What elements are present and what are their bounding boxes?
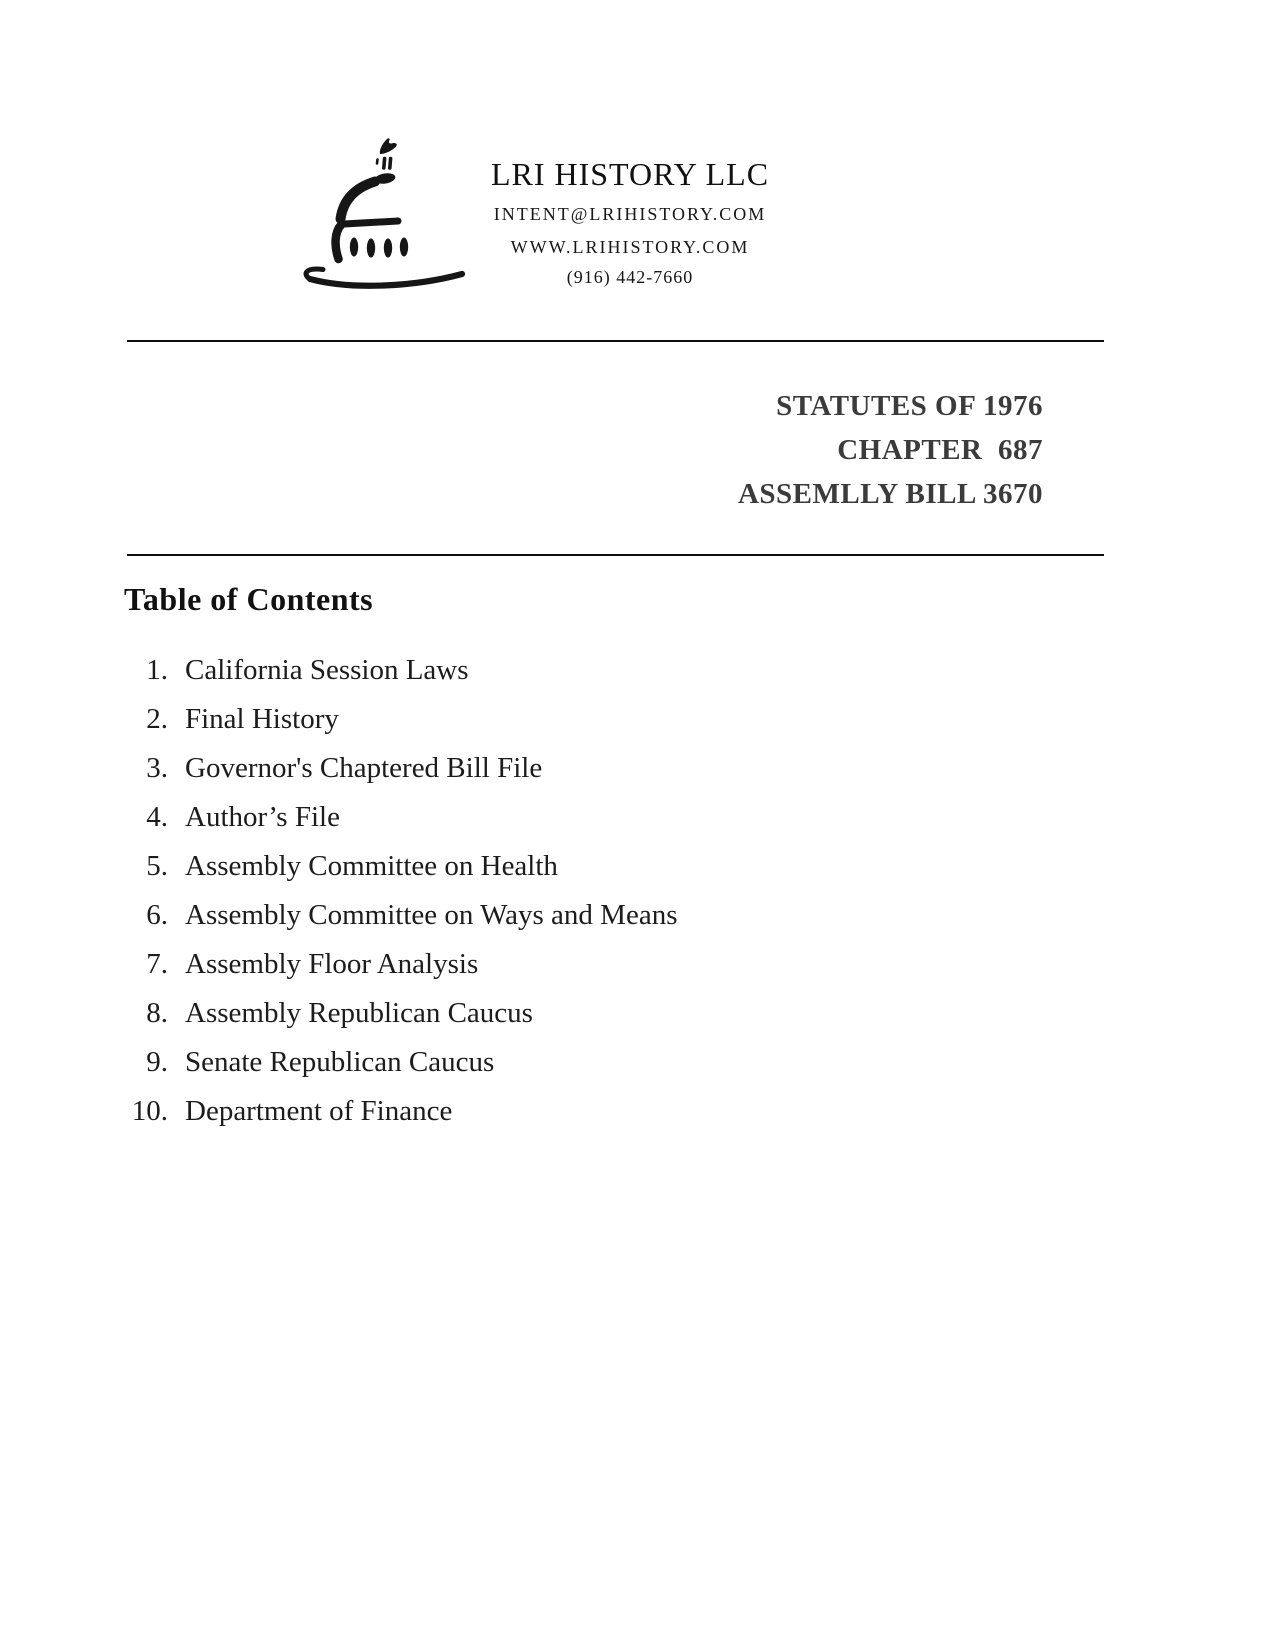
toc-item bbox=[115, 900, 1075, 930]
toc-item bbox=[115, 1047, 1075, 1077]
toc-title: Table of Contents bbox=[124, 581, 374, 617]
toc-item-number: 1. bbox=[146, 654, 168, 686]
toc-item bbox=[115, 949, 1075, 979]
toc-item bbox=[115, 998, 1075, 1028]
toc-item-label: Final History bbox=[185, 703, 339, 735]
company-name: LRI HISTORY LLC bbox=[490, 156, 770, 192]
toc-list bbox=[115, 655, 1075, 1145]
toc-item-number: 3. bbox=[146, 752, 168, 784]
horizontal-rule-bottom bbox=[127, 554, 1104, 556]
toc-item-label: Department of Finance bbox=[185, 1095, 453, 1127]
toc-item-label: Assembly Committee on Health bbox=[185, 850, 558, 882]
toc-item-label: Assembly Republican Caucus bbox=[185, 997, 533, 1029]
toc-item-number: 10. bbox=[131, 1095, 168, 1127]
toc-item bbox=[115, 753, 1075, 783]
toc-item-label: Senate Republican Caucus bbox=[185, 1046, 495, 1078]
chapter-line: CHAPTER 687 bbox=[837, 434, 1043, 466]
bill-line: ASSEMLLY BILL 3670 bbox=[737, 478, 1043, 510]
toc-item-label: Author’s File bbox=[185, 801, 340, 833]
toc-item-label: Assembly Floor Analysis bbox=[185, 948, 479, 980]
toc-item bbox=[115, 802, 1075, 832]
letterhead bbox=[450, 156, 810, 288]
toc-item-number: 4. bbox=[146, 801, 168, 833]
toc-item bbox=[115, 1096, 1075, 1126]
capitol-dome-icon bbox=[296, 126, 470, 294]
statutes-line: STATUTES OF 1976 bbox=[776, 390, 1043, 422]
company-email: INTENT@LRIHISTORY.COM bbox=[493, 204, 767, 224]
company-phone: (916) 442-7660 bbox=[566, 267, 694, 287]
toc-item bbox=[115, 704, 1075, 734]
toc-item bbox=[115, 655, 1075, 685]
toc-item-number: 8. bbox=[146, 997, 168, 1029]
horizontal-rule-top bbox=[127, 340, 1104, 342]
company-website: WWW.LRIHISTORY.COM bbox=[510, 237, 750, 257]
toc-item-number: 9. bbox=[146, 1046, 168, 1078]
toc-item-number: 7. bbox=[146, 948, 168, 980]
toc-item-label: Assembly Committee on Ways and Means bbox=[185, 899, 678, 931]
toc-item-number: 5. bbox=[146, 850, 168, 882]
toc-item-number: 2. bbox=[146, 703, 168, 735]
statute-reference bbox=[738, 384, 1043, 516]
toc-item-label: California Session Laws bbox=[185, 654, 469, 686]
toc-item-label: Governor's Chaptered Bill File bbox=[185, 752, 543, 784]
toc-item-number: 6. bbox=[146, 899, 168, 931]
toc-item bbox=[115, 851, 1075, 881]
